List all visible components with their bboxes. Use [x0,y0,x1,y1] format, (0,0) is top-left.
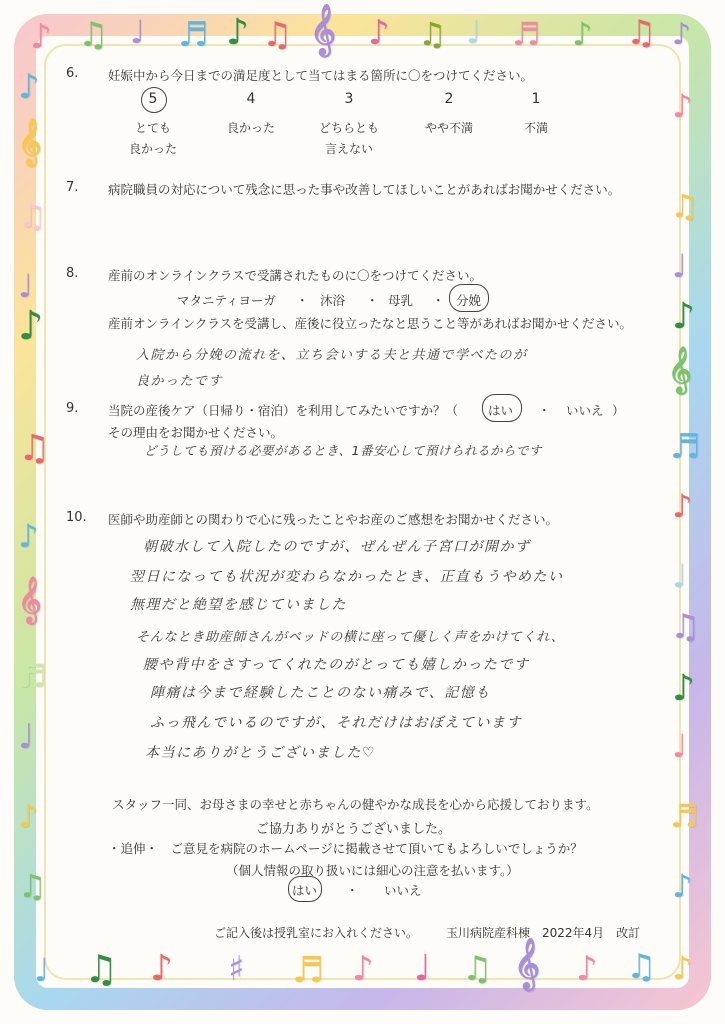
eighth-notes-icon: ♬ [178,15,209,55]
q8-option-breastfeeding[interactable]: 母乳 [388,293,414,308]
q10-answer-line: 腰や背中をさすってくれたのがとっても嬉しかったです [143,657,530,673]
music-note-icon: ♪ [672,487,693,525]
thanks-message: ご協力ありがとうございました。 [256,822,452,837]
q6-scale-5[interactable]: 5 [148,91,158,107]
q8-answer-line: 入院から分娩の流れを、立ち会いする夫と共通で学べたのが [136,348,528,363]
eighth-notes-icon: ♬ [512,15,541,53]
q9-question: 当院の産後ケア（日帰り・宿泊）を利用してみたいですか？（ [108,403,459,418]
treble-clef-icon: 𝄞 [310,4,337,55]
music-note-icon: ♪ [18,302,44,349]
eighth-notes-icon: ♫ [670,607,701,647]
eighth-notes-icon: ♫ [418,15,447,53]
music-note-icon: ♩ [130,13,146,51]
q6-question: 妊娠中から今日までの満足度として当てはまる箇所に〇をつけてください。 [108,68,534,83]
q10-number: 10. [66,510,87,525]
q6-label-5a: とても [134,121,171,135]
q6-label-5b: 良かった [128,142,177,156]
eighth-notes-icon: ♫ [78,15,109,55]
postscript-yes[interactable]: はい [292,883,318,898]
q8-option-sep: ・ [296,293,309,308]
music-note-icon: ♩ [414,947,431,989]
eighth-notes-icon: ♫ [626,13,657,53]
q10-answer-line: 翌日になっても状況が変わらなかったとき、正直もうやめたい [130,569,564,585]
music-note-icon: ♩ [18,267,34,305]
eighth-notes-icon: ♫ [262,15,293,55]
sharp-icon: ♯ [228,949,245,989]
music-note-icon: ♩ [34,951,50,989]
music-note-icon: ♩ [672,557,688,595]
closing-message: スタッフ一同、お母さまの幸せと赤ちゃんの健やかな成長を心から応援しております。 [112,797,599,812]
q10-answer-line: 無理だと絶望を感じていました [130,597,347,613]
music-note-icon: ♪ [672,949,693,987]
q6-label-2: やや不満 [424,121,473,135]
footer-instruction: ご記入後は授乳室にお入れください。 [214,926,419,940]
music-note-icon: ♪ [226,11,249,53]
postscript-question: ・追伸・ ご意見を病院のホームページに掲載させて頂いてもよろしいでしょうか？ [108,841,583,856]
footer-org: 玉川病院産科棟 2022年4月 改訂 [446,926,641,940]
music-note-icon: ♩ [672,727,688,765]
q10-question: 医師や助産師との関わりで心に残ったことやお産のご感想をお聞かせください。 [108,512,559,527]
postscript-sep: ・ [346,883,359,898]
music-note-icon: ♪ [368,13,390,53]
q6-label-1: 不満 [523,121,548,135]
music-note-icon: ♪ [30,17,52,57]
music-note-icon: ♪ [352,949,374,989]
q8-number: 8. [66,266,79,281]
music-note-icon: ♪ [576,949,598,989]
treble-clef-icon: 𝄞 [18,118,42,165]
q8-answer-line: 良かったです [136,374,224,389]
q8-followup: 産前オンラインクラスを受講し、産後に役立ったなと思うこと等があればお聞かせください。 [108,316,633,331]
q6-label-3a: どちらとも [318,121,379,135]
q9-followup: その理由をお聞かせください。 [108,425,284,440]
music-note-icon: ♪ [18,797,39,835]
q8-option-bath[interactable]: 沐浴 [320,293,346,308]
music-note-icon: ♪ [672,87,693,125]
q6-scale-2[interactable]: 2 [444,91,454,107]
music-note-icon: ♪ [150,947,173,989]
q10-answer-line: 本当にありがとうございました♡ [145,745,377,761]
privacy-note: （個人情報の取り扱いには細心の注意を払います。） [226,863,519,878]
q6-scale-3[interactable]: 3 [344,91,354,107]
q10-answer-line: 陣痛は今まで経験したことのない痛みで、記憶も [150,685,491,701]
q7-question: 病院職員の対応について残念に思った事や改善してほしいことがあればお聞かせください。 [108,182,621,197]
eighth-notes-icon: ♫ [670,187,699,225]
q8-option-sep: ・ [366,293,379,308]
q9-close-paren: ） [612,403,625,418]
q9-sep: ・ [538,403,551,418]
treble-clef-icon: 𝄞 [18,576,42,623]
q8-option-sep: ・ [432,293,445,308]
eighth-notes-icon: ♫ [84,946,119,991]
music-note-icon: ♩ [18,717,35,757]
q6-label-4: 良かった [226,121,275,135]
q6-number: 6. [66,66,79,81]
music-note-icon: ♪ [672,17,692,52]
q8-question: 産前のオンラインクラスで受講されたものに〇をつけてください。 [108,268,483,283]
q9-no[interactable]: いいえ [566,403,604,418]
q6-scale-4[interactable]: 4 [246,91,256,107]
q10-answer-line: 朝破水して入院したのですが、ぜんぜん子宮口が開かず [143,539,531,555]
music-note-icon: ♩ [672,247,688,285]
q6-scale-1[interactable]: 1 [531,91,541,107]
eighth-notes-icon: ♬ [670,797,699,835]
eighth-notes-icon: ♫ [462,949,493,989]
q8-option-delivery[interactable]: 分娩 [456,293,482,308]
q7-number: 7. [66,180,79,195]
music-note-icon: ♪ [672,667,695,709]
eighth-notes-icon: ♫ [626,947,657,987]
music-note-icon: ♪ [18,517,39,555]
eighth-notes-icon: ♫ [18,427,51,469]
treble-clef-icon: 𝄞 [668,346,692,393]
eighth-notes-icon: ♬ [292,949,325,991]
treble-clef-icon: 𝄞 [514,938,541,989]
q9-number: 9. [66,401,79,416]
eighth-notes-icon: ♫ [18,867,47,905]
music-note-icon: ♩ [466,13,482,51]
q9-answer: どうしても預ける必要があるとき、1番安心して預けられるからです [144,443,542,458]
music-note-icon: ♪ [572,15,593,53]
q10-answer-line: ふっ飛んでいるのですが、それだけはおぼえています [150,715,522,731]
eighth-notes-icon: ♫ [18,197,47,235]
music-note-icon: ♪ [672,295,695,337]
music-note-icon: ♪ [672,867,693,905]
postscript-no[interactable]: いいえ [384,883,422,898]
q8-option-yoga[interactable]: マタニティヨーガ [177,293,276,308]
q6-label-3b: 言えない [324,142,373,156]
q10-answer-line: そんなとき助産師さんがベッドの横に座って優しく声をかけてくれ、 [136,630,565,645]
music-note-icon: ♪ [18,67,40,107]
eighth-notes-icon: ♬ [670,427,701,467]
eighth-notes-icon: ♬ [18,657,47,695]
q9-yes[interactable]: はい [488,403,514,418]
